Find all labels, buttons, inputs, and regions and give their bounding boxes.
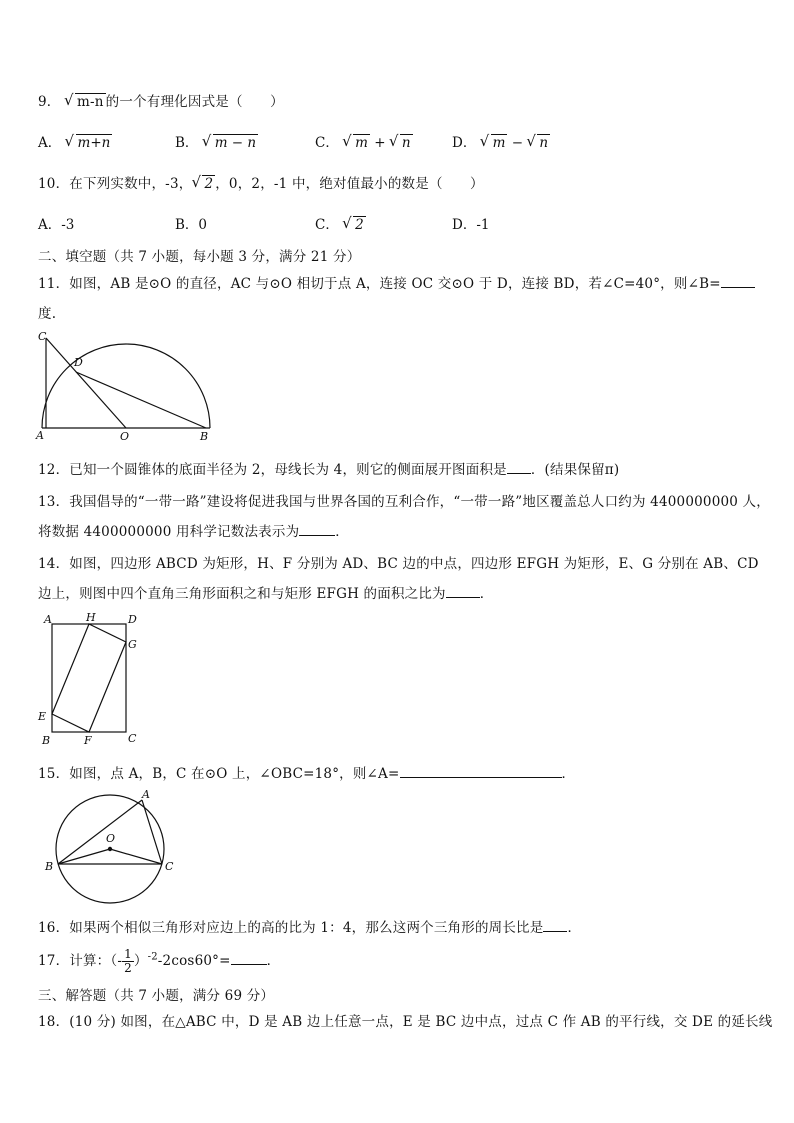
q17-denominator: 2 [124, 961, 132, 975]
q14-figure [36, 610, 146, 748]
q14-label-h: H [86, 611, 96, 624]
q10-option-c-radical [345, 217, 366, 233]
q10-radicand: 2 [204, 176, 214, 192]
q10-option-b-letter: B． [175, 217, 199, 233]
q14-line1: 14．如图，四边形 ABCD 为矩形，H、F 分别为 AD、BC 边的中点，四边形 EFGH 为矩形，E、G 分别在 AB、CD [38, 556, 759, 572]
q9-option-c[interactable] [315, 131, 413, 151]
q9-option-a-letter: A． [38, 135, 62, 151]
q10-option-a-text: -3 [61, 217, 75, 233]
q15-center-point [108, 847, 112, 851]
q9-option-d-radical-a [483, 135, 508, 151]
q18-line: 18．(10 分) 如图，在△ABC 中，D 是 AB 边上任意一点，E 是 BC 边中点，过点 C 作 AB 的平行线，交 DE 的延长线 [38, 1014, 773, 1030]
q9-option-d-letter: D． [452, 135, 477, 151]
q10-option-d-letter: D． [452, 217, 477, 233]
q17-middle: ） [133, 953, 148, 969]
q11-line1 [38, 272, 755, 292]
q15-answer-blank[interactable] [400, 765, 562, 778]
q15-radius-oc [110, 849, 162, 864]
section-3-heading: 三、解答题（共 7 小题，满分 69 分） [38, 988, 275, 1004]
q11-line2: 度. [38, 306, 57, 322]
q14-label-g: G [128, 638, 137, 651]
q13-text: 将数据 4400000000 用科学记数法表示为 [38, 524, 300, 540]
q15-figure [40, 782, 180, 908]
q15-label-b: B [45, 860, 54, 873]
q17-numerator: 1 [124, 947, 132, 961]
q9-option-a-expr: m+n [77, 135, 111, 151]
q10-option-c-radicand: 2 [355, 217, 364, 233]
q10-prefix: 10．在下列实数中，-3， [38, 176, 193, 192]
q13-tail: ． [335, 524, 349, 540]
q14-label-e: E [38, 710, 47, 723]
q9-option-a-radical [68, 135, 113, 151]
q15-label-a: A [142, 788, 150, 801]
q17-fraction [122, 948, 134, 975]
q15-radius-ob [58, 849, 110, 864]
q17-exponent: -2 [147, 951, 158, 963]
q14-label-d: D [128, 613, 137, 626]
q14-line2 [38, 582, 493, 602]
q13-line1: 13．我国倡导的“一带一路”建设将促进我国与世界各国的互利合作，“一带一路”地区覆盖总人口约为 4400000000 人， [38, 494, 770, 510]
q11-label-c: C [38, 330, 47, 343]
q10-option-a-letter: A． [38, 217, 62, 233]
q11-figure [34, 328, 214, 444]
q9-option-c-op: + [374, 135, 386, 151]
q14-label-f: F [84, 734, 92, 747]
q16-text: 16．如果两个相似三角形对应边上的高的比为 1：4，那么这两个三角形的周长比是 [38, 920, 544, 936]
q9-text: 的一个有理化因式是（ ） [105, 94, 284, 110]
q9-option-c-a: m [355, 135, 368, 151]
q15-text: 15．如图，点 A，B，C 在⊙O 上，∠OBC=18°，则∠A= [38, 766, 400, 782]
q9-option-d-radical-b [529, 135, 550, 151]
q13-answer-blank[interactable] [299, 523, 335, 536]
q9-number: 9． [38, 94, 61, 110]
q15-tail: ． [561, 766, 576, 782]
q9-radicand: m-n [77, 94, 104, 110]
q12-tail: ．(结果保留π) [530, 462, 620, 478]
q9-radical [67, 94, 106, 110]
q9-option-c-letter: C． [315, 135, 339, 151]
q9-option-d-op: − [511, 135, 524, 151]
q14-text: 边上，则图中四个直角三角形面积之和与矩形 EFGH 的面积之比为 [38, 586, 446, 602]
q9-option-c-b: n [401, 135, 411, 151]
q10-option-c[interactable] [315, 213, 366, 233]
q12-answer-blank[interactable] [507, 461, 531, 474]
q14-label-c: C [128, 732, 137, 745]
q16-answer-blank[interactable] [543, 919, 567, 932]
q16-tail: ． [567, 920, 582, 936]
section-2-heading: 二、填空题（共 7 小题，每小题 3 分，满分 21 分） [38, 249, 361, 265]
q11-label-b: B [200, 430, 209, 443]
q14-rect-abcd [52, 624, 126, 732]
q14-label-b: B [42, 734, 51, 747]
q9-option-c-radical-b [392, 135, 413, 151]
q10-option-d-text: -1 [476, 217, 490, 233]
q9-option-b-letter: B． [175, 135, 199, 151]
q10-option-d[interactable] [452, 213, 489, 233]
q11-label-a: A [36, 429, 44, 442]
q17-prefix: 17．计算：（- [38, 953, 123, 969]
q11-label-o: O [120, 430, 130, 443]
q11-answer-blank[interactable] [721, 275, 755, 288]
q16-line [38, 916, 581, 936]
q9-option-a[interactable] [38, 131, 112, 151]
q15-label-c: C [165, 860, 174, 873]
q10-stem [38, 172, 484, 192]
q9-option-c-radical-a [345, 135, 370, 151]
q15-chord-ac [142, 800, 162, 864]
q11-text: 11．如图，AB 是⊙O 的直径，AC 与⊙O 相切于点 A，连接 OC 交⊙O 于 D，连接 BD，若∠C=40°，则∠B= [38, 276, 721, 292]
q12-text: 12．已知一个圆锥体的底面半径为 2，母线长为 4，则它的侧面展开图面积是 [38, 462, 507, 478]
q9-option-b-expr: m − n [214, 135, 257, 151]
q12-line [38, 458, 619, 478]
q17-suffix: -2cos60°= [157, 953, 231, 969]
q14-rect-efgh [52, 624, 126, 732]
q10-radical [194, 176, 215, 192]
q10-suffix: ，0，2，-1 中，绝对值最小的数是（ ） [215, 176, 484, 192]
q10-option-b[interactable] [175, 213, 207, 233]
q11-line-oc [46, 338, 126, 428]
q11-label-d: D [74, 356, 83, 369]
q14-label-a: A [44, 613, 52, 626]
q15-line [38, 762, 575, 782]
q9-option-b[interactable] [175, 131, 258, 151]
q11-semicircle [42, 344, 210, 428]
q9-option-d[interactable] [452, 131, 550, 151]
q10-option-a[interactable] [38, 213, 74, 233]
q10-option-c-letter: C． [315, 217, 339, 233]
q11-line-bd [76, 372, 206, 428]
q14-tail: ． [479, 586, 494, 602]
q17-tail: ． [266, 953, 281, 969]
q13-line2 [38, 520, 349, 540]
q14-answer-blank[interactable] [446, 585, 480, 598]
q9-option-b-radical [205, 135, 258, 151]
q9-stem [38, 90, 284, 110]
q17-answer-blank[interactable] [231, 952, 267, 965]
q15-label-o: O [106, 832, 116, 845]
q17-line [38, 948, 280, 975]
q10-option-b-text: 0 [198, 217, 208, 233]
q9-option-d-b: n [539, 135, 549, 151]
q9-option-d-a: m [492, 135, 506, 151]
